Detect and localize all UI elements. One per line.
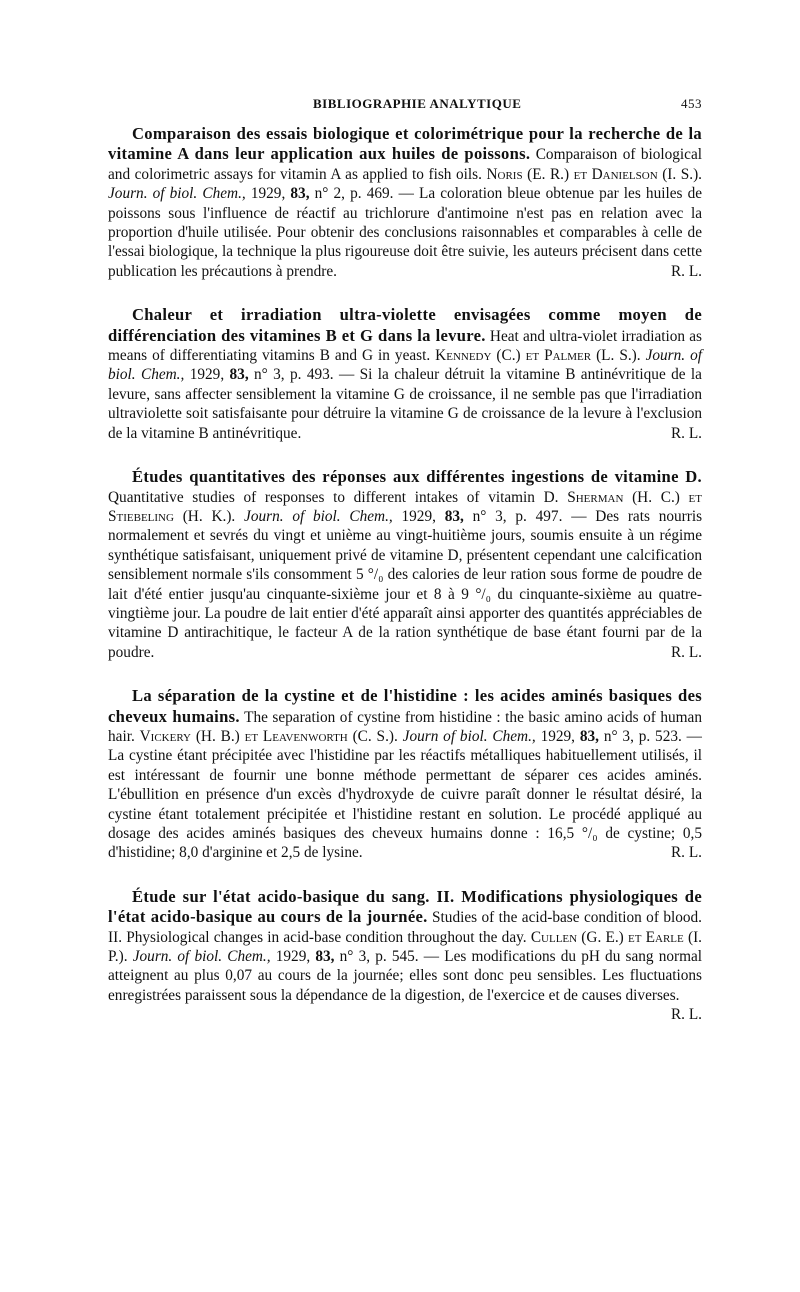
abstract-english-title: Quantitative studies of responses to different intakes of vitamin D.	[108, 488, 559, 506]
abstract-issue-page: n° 3, p. 523.	[603, 727, 682, 745]
abstract-entry	[108, 467, 702, 662]
abstract-summary: — La cystine étant précipitée avec l'histidine par les réactifs métalliques habituellement utilisés, il est intéressant de fournir une bonne méthode permettant de séparer ces acides aminés. L'ébullition en présence d'un excès d'hydroxyde de cuivre paraît donner le résultat désiré, la cystine étant totalement précipitée et l'histidine restant en solution. Le procédé appliqué au dosage des acides aminés basiques des cheveux humains donne : 16,5 °/₀ de cystine; 0,5 d'histidine; 8,0 d'arginine et 2,5 de lysine.	[108, 727, 702, 862]
abstract-authors: Kennedy (C.) et Palmer (L. S.).	[435, 347, 641, 365]
abstract-year: 1929,	[250, 185, 286, 203]
abstract-volume: 83,	[579, 727, 599, 745]
abstract-volume: 83,	[315, 948, 335, 966]
abstract-title: Études quantitatives des réponses aux différentes ingestions de vitamine D.	[132, 467, 702, 487]
abstract-journal: Journ. of biol. Chem.,	[244, 507, 393, 525]
abstract-signature: R. L.	[670, 844, 702, 862]
abstract-issue-page: n° 2, p. 469.	[314, 185, 394, 203]
abstract-authors: Cullen (G. E.) et Earle (I. P.).	[108, 928, 702, 966]
abstract-volume: 83,	[229, 366, 249, 384]
text-column	[108, 124, 702, 1029]
abstract-signature: R. L.	[670, 643, 702, 661]
abstract-authors: Vickery (H. B.) et Leavenworth (C. S.).	[139, 727, 398, 745]
abstract-summary: — Des rats nourris normalement et sevrés du vingt et unième au vingt-huitième jours, soumis ensuite à un régime synthétique satisfaisant, uniquement privé de vitamine D, présentent cependant une calcification sensiblement normale s'ils consomment 5 °/₀ des calories de leur ration sous forme de poudre de lait d'été entier jusqu'au cinquante-sixième jour et 8 à 9 °/₀ du cinquante-sixième au quatre-vingtième jour. La poudre de lait entier d'été apparaît ainsi apporter des quantités appréciables de vitamine D antirachitique, le facteur A de la ration synthétique de base étant fourni par de la poudre.	[108, 507, 703, 661]
abstract-entry	[108, 686, 702, 863]
abstract-title: Étude sur l'état acido-basique du sang. II. Modifications physiologiques de l'état acido-basique au cours de la journée.	[108, 886, 702, 927]
abstract-issue-page: n° 3, p. 493.	[254, 366, 334, 384]
abstract-volume: 83,	[444, 507, 464, 525]
abstract-entry	[108, 886, 703, 1024]
page-number: 453	[681, 96, 702, 111]
abstract-english-title: Studies of the acid-base condition of blood. II. Physiological changes in acid-base condition throughout the day.	[108, 909, 702, 946]
abstract-english-title: Comparaison of biological and colorimetric assays for vitamin A as applied to fish oils.	[108, 146, 703, 183]
abstract-entry	[108, 124, 702, 281]
running-title: BIBLIOGRAPHIE ANALYTIQUE	[313, 96, 522, 111]
abstract-authors: Noris (E. R.) et Danielson (I. S.).	[486, 165, 703, 183]
abstract-summary: — Si la chaleur détruit la vitamine B antinévritique de la levure, sans affecter sensiblement la vitamine G de croissance, il ne semble pas que l'irradiation ultraviolette soit satisfaisante pour détruire la vitamine G de croissance de la levure à l'exclusion de la vitamine B antinévritique.	[108, 366, 702, 442]
abstract-journal: Journ of biol. Chem.,	[402, 727, 536, 745]
abstract-issue-page: n° 3, p. 545.	[339, 948, 419, 966]
abstract-signature: R. L.	[670, 424, 702, 442]
abstract-title: La séparation de la cystine et de l'histidine : les acides aminés basiques des cheveux humains.	[108, 686, 702, 726]
abstract-year: 1929,	[540, 727, 575, 745]
abstract-title: Comparaison des essais biologique et colorimétrique pour la recherche de la vitamine A dans leur application aux huiles de poissons.	[108, 124, 702, 164]
abstract-volume: 83,	[290, 185, 310, 203]
abstract-year: 1929,	[401, 507, 436, 525]
abstract-journal: Journ. of biol. Chem.,	[108, 185, 246, 203]
abstract-journal: Journ. of biol. Chem.,	[108, 347, 702, 384]
abstract-signature: R. L.	[670, 1006, 702, 1024]
abstract-year: 1929,	[275, 948, 311, 966]
abstract-authors: Sherman (H. C.) et Stiebeling (H. K.).	[108, 488, 702, 525]
abstract-journal: Journ. of biol. Chem.,	[132, 948, 271, 966]
abstract-summary: — La coloration bleue obtenue par les huiles de poissons sous l'influence de réactif au trichlorure d'antimoine n'est pas en relation avec la proportion d'huile utilisée. Pour obtenir des conclusions raisonnables et comparables à celle de l'essai biologique, la technique la plus rigoureuse doit être suivie, les auteurs précisent dans cette publication les précautions à prendre.	[108, 185, 703, 280]
abstract-entry	[108, 305, 702, 443]
abstract-english-title: Heat and ultra-violet irradiation as means of differentiating vitamins B and G in yeast.	[108, 327, 702, 365]
abstract-english-title: The separation of cystine from histidine : the basic amino acids of human hair.	[108, 708, 702, 745]
abstract-summary: — Les modifications du pH du sang normal atteignent au plus 0,07 au cours de la journée; elles sont donc peu sensibles. Les fluctuations enregistrées paraissent sous la dépendance de la digestion, de l'exercice et de causes diverses.	[108, 948, 703, 1004]
abstract-signature: R. L.	[670, 262, 702, 280]
abstract-issue-page: n° 3, p. 497.	[472, 507, 563, 525]
abstract-title: Chaleur et irradiation ultra-violette envisagées comme moyen de différenciation des vitamines B et G dans la levure.	[108, 305, 702, 345]
abstract-year: 1929,	[189, 366, 225, 384]
